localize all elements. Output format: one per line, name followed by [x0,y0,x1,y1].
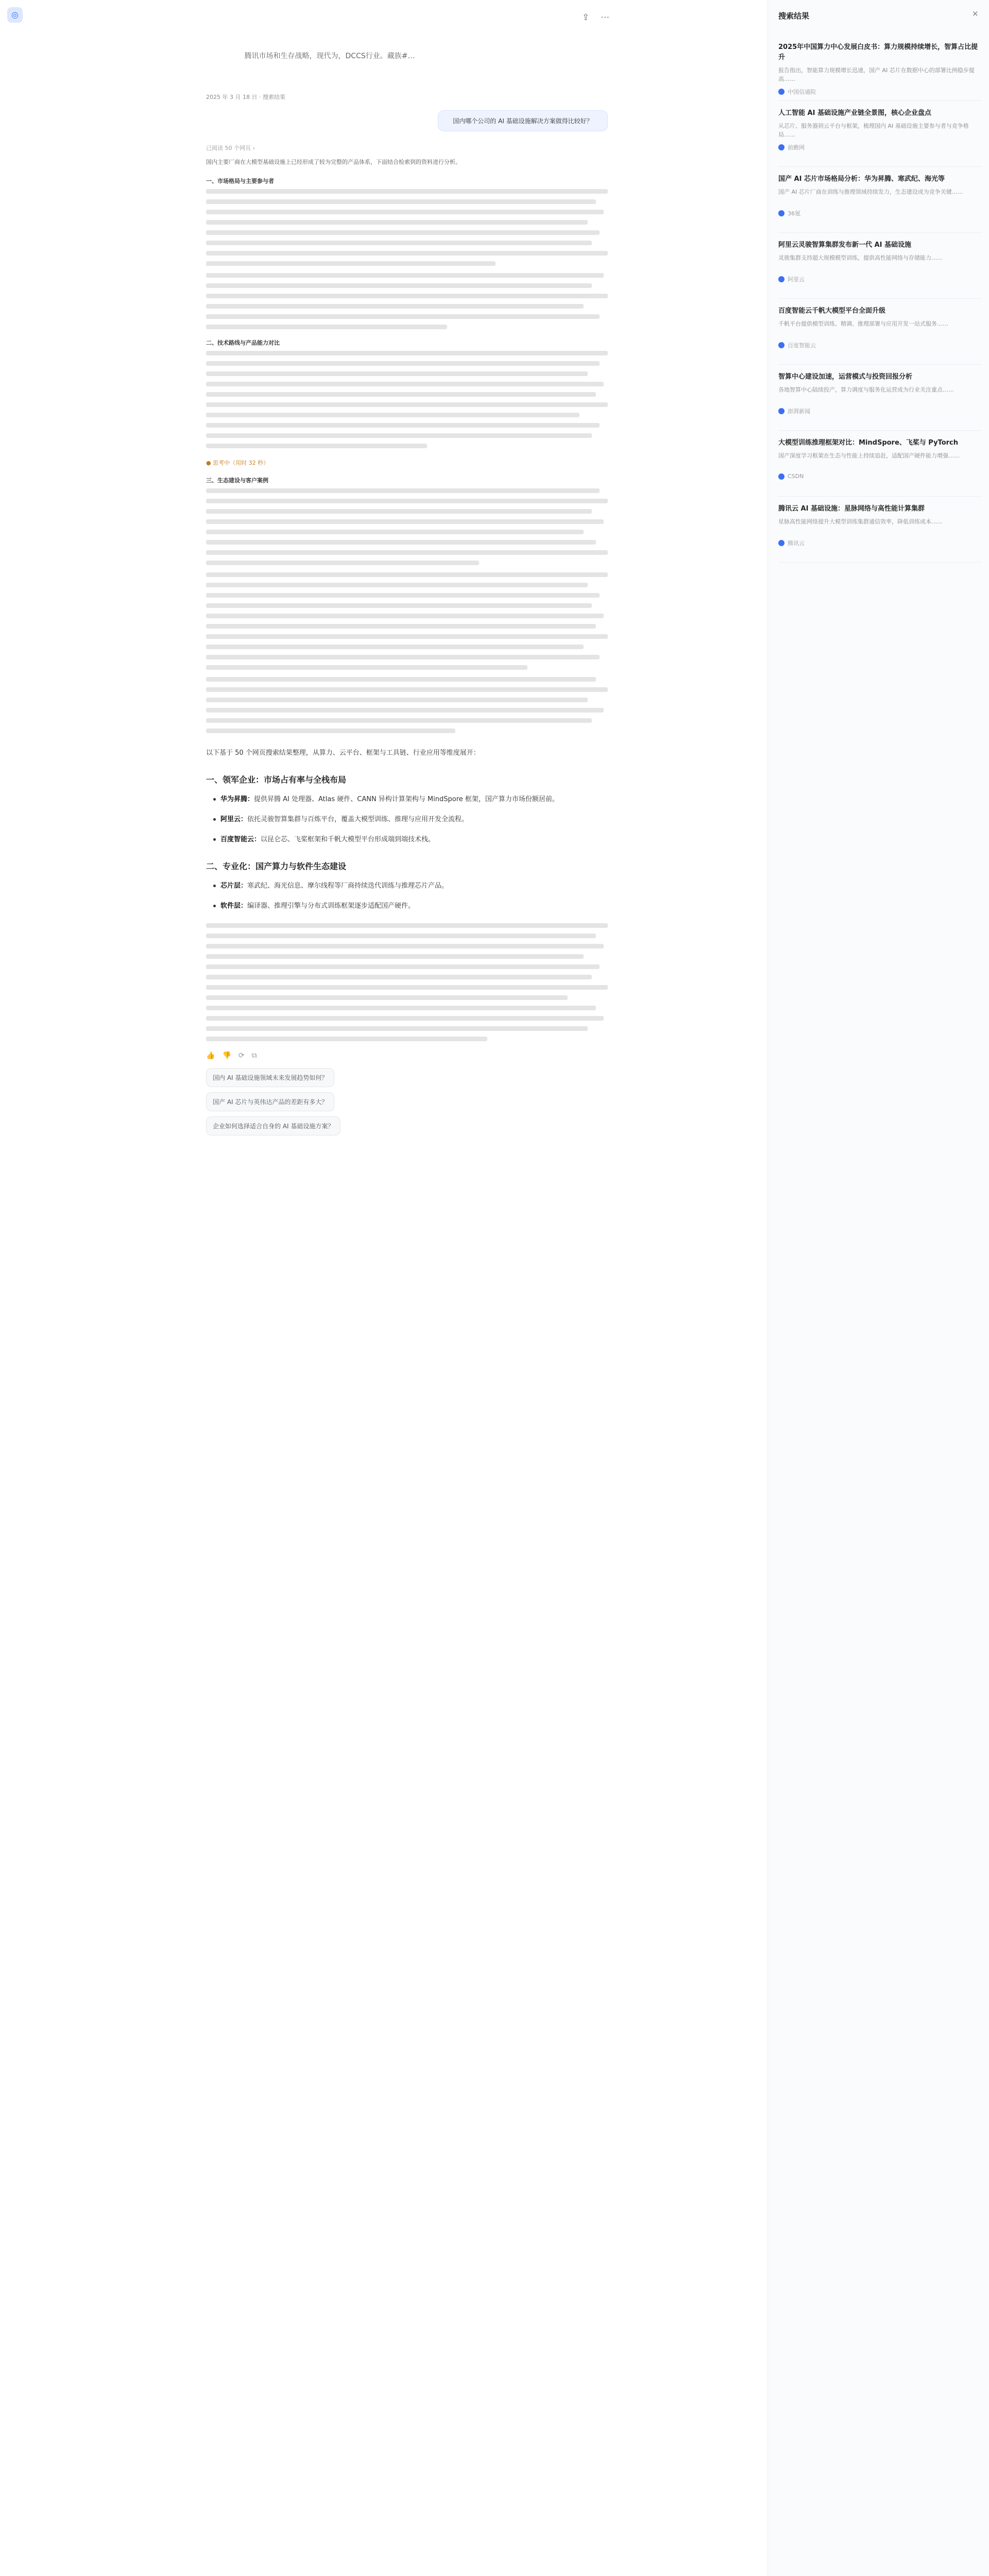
regenerate-icon[interactable]: ⟳ [238,1052,245,1060]
source-favicon-icon [778,540,785,546]
result-source [778,275,982,283]
reasoning-text-block [206,351,608,448]
search-result-item[interactable] [778,35,982,101]
reasoning-section-title: 一、市场格局与主要参与者 [206,178,274,184]
message-meta: 2025 年 3 月 18 日 · 搜索结果 [206,94,285,100]
result-source [778,539,982,547]
panel-title: 搜索结果 [778,11,810,21]
search-results-panel [768,0,989,2576]
answer-item-text: 以昆仑芯、飞桨框架和千帆大模型平台形成端到端技术栈。 [261,836,435,843]
share-icon[interactable]: ⇪ [582,12,590,23]
reasoning-text-block [206,677,608,733]
search-status[interactable]: 已阅读 50 个网页 › [206,145,255,151]
answer-item-label: 阿里云： [220,816,248,823]
message-actions [206,1052,608,1060]
close-icon[interactable]: ✕ [972,9,979,19]
result-source-name: 中国信通院 [788,89,816,95]
result-title: 大模型训练推理框架对比：MindSpore、飞桨与 PyTorch [778,439,958,447]
user-message: 国内哪个公司的 AI 基础设施解决方案做得比较好？ [438,110,608,131]
answer-item-text: 编译器、推理引擎与分布式训练框架逐步适配国产硬件。 [247,902,415,910]
source-favicon-icon [778,210,785,216]
answer-item-label: 软件层： [220,902,248,910]
source-favicon-icon [778,473,785,480]
answer-text-block [206,923,608,1041]
answer-item [213,879,608,893]
search-result-item[interactable] [778,167,982,233]
answer-item [213,833,608,846]
followup-suggestions [206,1068,608,1136]
thumbs-down-icon[interactable]: 👎 [222,1052,231,1060]
more-icon[interactable]: ⋯ [601,12,610,23]
search-result-item[interactable] [778,365,982,431]
search-result-item[interactable] [778,497,982,563]
answer-item-label: 百度智能云： [220,836,261,843]
result-source [778,143,982,151]
app-logo[interactable]: ◎ [7,7,23,23]
conversation [206,93,608,1136]
source-favicon-icon [778,342,785,348]
reasoning-section-title: 二、技术路线与产品能力对比 [206,340,280,346]
result-source-name: 前瞻网 [788,144,805,151]
result-snippet: 千帆平台提供模型训练、精调、推理部署与应用开发一站式服务…… [778,320,948,327]
results-list [778,35,982,563]
answer-item [213,899,608,913]
answer-heading: 二、专业化：国产算力与软件生态建设 [206,861,347,871]
source-favicon-icon [778,408,785,414]
answer-item-text: 依托灵骏智算集群与百炼平台，覆盖大模型训练、推理与应用开发全流程。 [247,816,469,823]
result-source [778,88,982,96]
reasoning-section-title: 三、生态建设与客户案例 [206,477,268,484]
search-result-item[interactable] [778,233,982,299]
result-snippet: 灵骏集群支持超大规模模型训练，提供高性能网络与存储能力…… [778,255,943,261]
result-snippet: 从芯片、服务器到云平台与框架，梳理国内 AI 基础设施主要参与者与竞争格局…… [778,123,969,138]
reasoning-text-block [206,273,608,329]
reasoning-text-block [206,189,608,266]
answer-item-text: 提供昇腾 AI 处理器、Atlas 硬件、CANN 异构计算架构与 MindSpore 框架，国产算力市场份额居前。 [254,795,559,803]
result-snippet: 各地智算中心陆续投产，算力调度与服务化运营成为行业关注重点…… [778,386,954,393]
result-source [778,209,982,217]
result-source [778,407,982,415]
source-favicon-icon [778,276,785,282]
thumbs-up-icon[interactable]: 👍 [206,1052,215,1060]
top-actions [582,12,609,23]
answer-item-text: 寒武纪、海光信息、摩尔线程等厂商持续迭代训练与推理芯片产品。 [247,882,449,890]
search-result-item[interactable] [778,299,982,365]
result-source-name: 澎湃新闻 [788,408,810,415]
result-title: 阿里云灵骏智算集群发布新一代 AI 基础设施 [778,241,911,249]
chat-title: 腾讯市场和生存战略，现代为，DCCS行业。藏族#… [244,52,415,60]
result-snippet: 国产 AI 芯片厂商在训练与推理领域持续发力，生态建设成为竞争关键…… [778,189,963,195]
result-snippet: 国产深度学习框架在生态与性能上持续追赶，适配国产硬件能力增强…… [778,452,960,459]
followup-suggestion[interactable]: 国内 AI 基础设施领域未来发展趋势如何？ [206,1068,334,1087]
source-favicon-icon [778,89,785,95]
answer-item [213,792,608,806]
final-answer [206,747,608,1041]
result-title: 国产 AI 芯片市场格局分析：华为昇腾、寒武纪、海光等 [778,175,945,183]
result-source-name: CSDN [788,473,804,480]
opening-paragraph: 国内主要厂商在大模型基础设施上已经形成了较为完整的产品体系，下面结合检索到的资料进行分析。 [206,159,461,165]
thinking-step[interactable]: ● 思考中（用时 32 秒） [206,460,269,466]
result-title: 2025年中国算力中心发展白皮书：算力规模持续增长，智算占比提升 [778,43,978,61]
result-source-name: 36氪 [788,210,800,217]
result-title: 百度智能云千帆大模型平台全面升级 [778,307,886,315]
answer-lead: 以下基于 50 个网页搜索结果整理，从算力、云平台、框架与工具链、行业应用等维度展开： [206,749,480,757]
reasoning-text-block [206,488,608,565]
answer-item [213,812,608,826]
result-snippet: 星脉高性能网络提升大模型训练集群通信效率，降低训练成本…… [778,518,943,525]
copy-icon[interactable]: ⧉ [251,1052,257,1060]
result-title: 人工智能 AI 基础设施产业链全景图，核心企业盘点 [778,109,931,117]
result-snippet: 报告指出，智能算力规模增长迅速，国产 AI 芯片在数据中心的部署比例稳步提高…… [778,67,975,82]
answer-item-label: 芯片层： [220,882,248,890]
search-result-item[interactable] [778,101,982,167]
reasoning-text-block [206,572,608,670]
followup-suggestion[interactable]: 国产 AI 芯片与英伟达产品的差距有多大？ [206,1092,334,1111]
followup-suggestion[interactable]: 企业如何选择适合自身的 AI 基础设施方案？ [206,1116,340,1136]
result-source-name: 腾讯云 [788,540,805,547]
source-favicon-icon [778,144,785,150]
result-source-name: 阿里云 [788,276,805,283]
answer-item-label: 华为昇腾： [220,795,254,803]
result-title: 智算中心建设加速，运营模式与投资回报分析 [778,373,913,381]
result-source [778,473,982,480]
result-source [778,341,982,349]
search-result-item[interactable] [778,431,982,497]
result-source-name: 百度智能云 [788,342,816,349]
result-title: 腾讯云 AI 基础设施：星脉网络与高性能计算集群 [778,505,925,513]
answer-heading: 一、领军企业：市场占有率与全栈布局 [206,775,347,785]
